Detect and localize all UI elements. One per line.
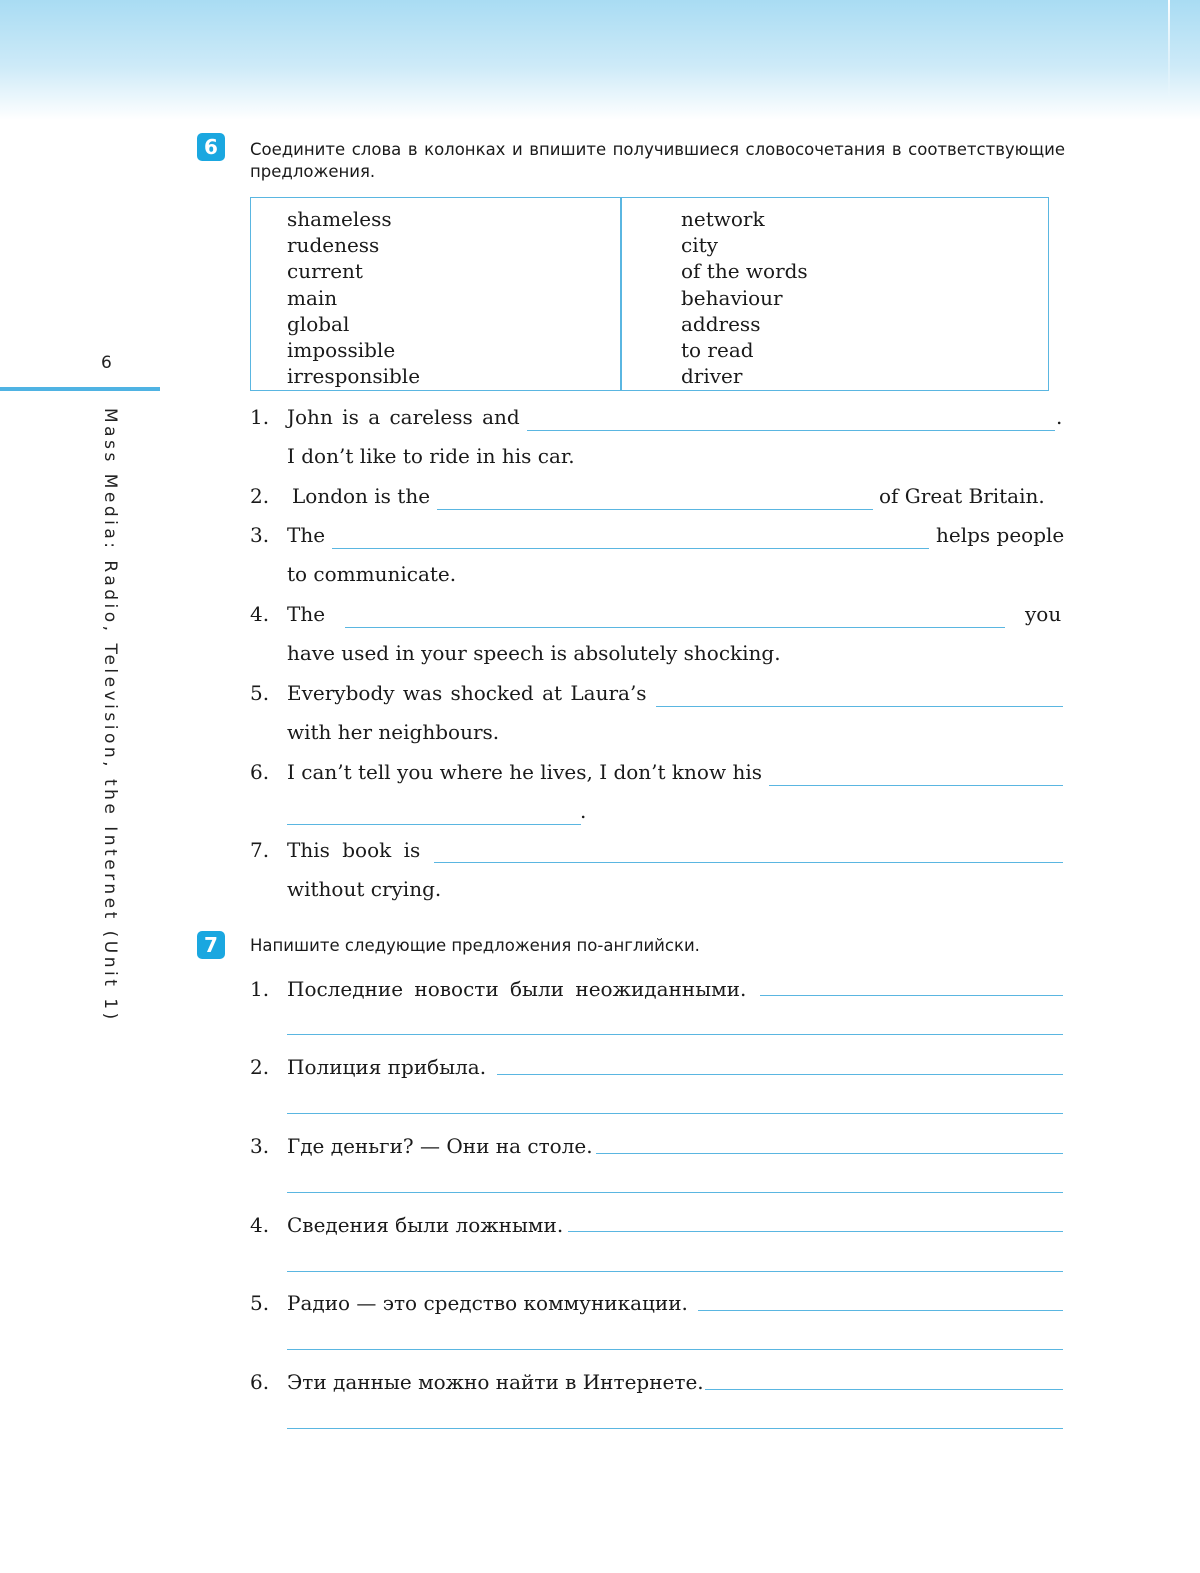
answer-line[interactable] — [698, 1310, 1063, 1311]
item-number: 3. — [250, 1134, 270, 1158]
item-punctuation: . — [1056, 405, 1063, 429]
item-number: 6. — [250, 760, 270, 784]
right-word: city — [681, 233, 718, 258]
right-word: of the words — [681, 259, 808, 284]
answer-line[interactable] — [287, 1271, 1063, 1272]
left-word: impossible — [287, 338, 396, 363]
answer-line[interactable] — [437, 509, 873, 510]
item-number: 5. — [250, 1291, 270, 1315]
answer-line[interactable] — [705, 1389, 1063, 1390]
item-number: 5. — [250, 681, 270, 705]
item-text: Где деньги? — Они на столе. — [287, 1134, 593, 1158]
item-text: Сведения были ложными. — [287, 1213, 564, 1237]
answer-line[interactable] — [287, 1349, 1063, 1350]
answer-line[interactable] — [656, 706, 1063, 707]
left-word-column — [287, 206, 420, 389]
item-text: The — [287, 523, 326, 547]
exercise-7-badge: 7 — [197, 931, 225, 959]
item-text: Полиция прибыла. — [287, 1055, 487, 1079]
item-text: The — [287, 602, 326, 626]
word-columns-table — [250, 197, 1049, 391]
item-number: 3. — [250, 523, 270, 547]
page-number: 6 — [101, 353, 112, 373]
item-continuation: with her neighbours. — [287, 720, 500, 744]
answer-line[interactable] — [568, 1231, 1063, 1232]
item-text: I can’t tell you where he lives, I don’t know his — [287, 760, 762, 784]
exercise-6-badge: 6 — [197, 133, 225, 161]
item-punctuation: . — [580, 799, 587, 823]
left-word: global — [287, 311, 350, 336]
answer-line[interactable] — [287, 1192, 1063, 1193]
item-text: Последние новости были неожиданными. — [287, 977, 747, 1001]
item-number: 4. — [250, 602, 270, 626]
item-continuation: I don’t like to ride in his car. — [287, 444, 575, 468]
answer-line[interactable] — [332, 548, 929, 549]
answer-line[interactable] — [434, 862, 1063, 863]
answer-line[interactable] — [345, 627, 1005, 628]
item-number: 4. — [250, 1213, 270, 1237]
answer-line[interactable] — [527, 430, 1055, 431]
left-word: current — [287, 259, 363, 284]
side-rule — [0, 387, 160, 391]
item-continuation: to communicate. — [287, 562, 457, 586]
item-number: 7. — [250, 838, 270, 862]
item-text: Everybody was shocked at Laura’s — [287, 681, 647, 705]
answer-line[interactable] — [287, 824, 581, 825]
header-band — [0, 0, 1200, 120]
item-text: London is the — [292, 484, 431, 508]
item-text-after: you — [1025, 602, 1062, 626]
left-word: main — [287, 285, 338, 310]
item-text: This book is — [287, 838, 421, 862]
item-number: 1. — [250, 405, 270, 429]
right-word: address — [681, 311, 761, 336]
item-number: 1. — [250, 977, 270, 1001]
right-word: driver — [681, 364, 743, 389]
item-text-after: of Great Britain. — [879, 484, 1045, 508]
item-number: 6. — [250, 1370, 270, 1394]
page-edge — [1168, 0, 1170, 100]
right-word: to read — [681, 338, 754, 363]
answer-line[interactable] — [287, 1034, 1063, 1035]
item-continuation: have used in your speech is absolutely shocking. — [287, 641, 781, 665]
left-word: shameless — [287, 207, 392, 231]
right-word: network — [681, 207, 765, 231]
answer-line[interactable] — [287, 1428, 1063, 1429]
right-word: behaviour — [681, 285, 783, 310]
table-divider — [620, 198, 622, 390]
left-word: rudeness — [287, 233, 380, 258]
item-number: 2. — [250, 1055, 270, 1079]
item-text-after: helps people — [936, 523, 1065, 547]
exercise-6-instruction: Соедините слова в колонках и впишите получившиеся словосочетания в соответствующие предложения. — [250, 140, 1065, 181]
exercise-7-instruction: Напишите следующие предложения по-английски. — [250, 936, 700, 955]
left-word: irresponsible — [287, 364, 421, 389]
answer-line[interactable] — [769, 785, 1063, 786]
item-text: Эти данные можно найти в Интернете. — [287, 1370, 704, 1394]
item-text: Радио — это средство коммуникации. — [287, 1291, 688, 1315]
item-number: 2. — [250, 484, 270, 508]
answer-line[interactable] — [287, 1113, 1063, 1114]
item-text: John is a careless and — [287, 405, 520, 429]
item-continuation: without crying. — [287, 877, 442, 901]
unit-title: Mass Media: Radio, Television, the Internet (Unit 1) — [100, 408, 120, 1023]
answer-line[interactable] — [497, 1074, 1063, 1075]
answer-line[interactable] — [760, 995, 1063, 996]
right-word-column — [681, 206, 808, 389]
answer-line[interactable] — [596, 1153, 1063, 1154]
